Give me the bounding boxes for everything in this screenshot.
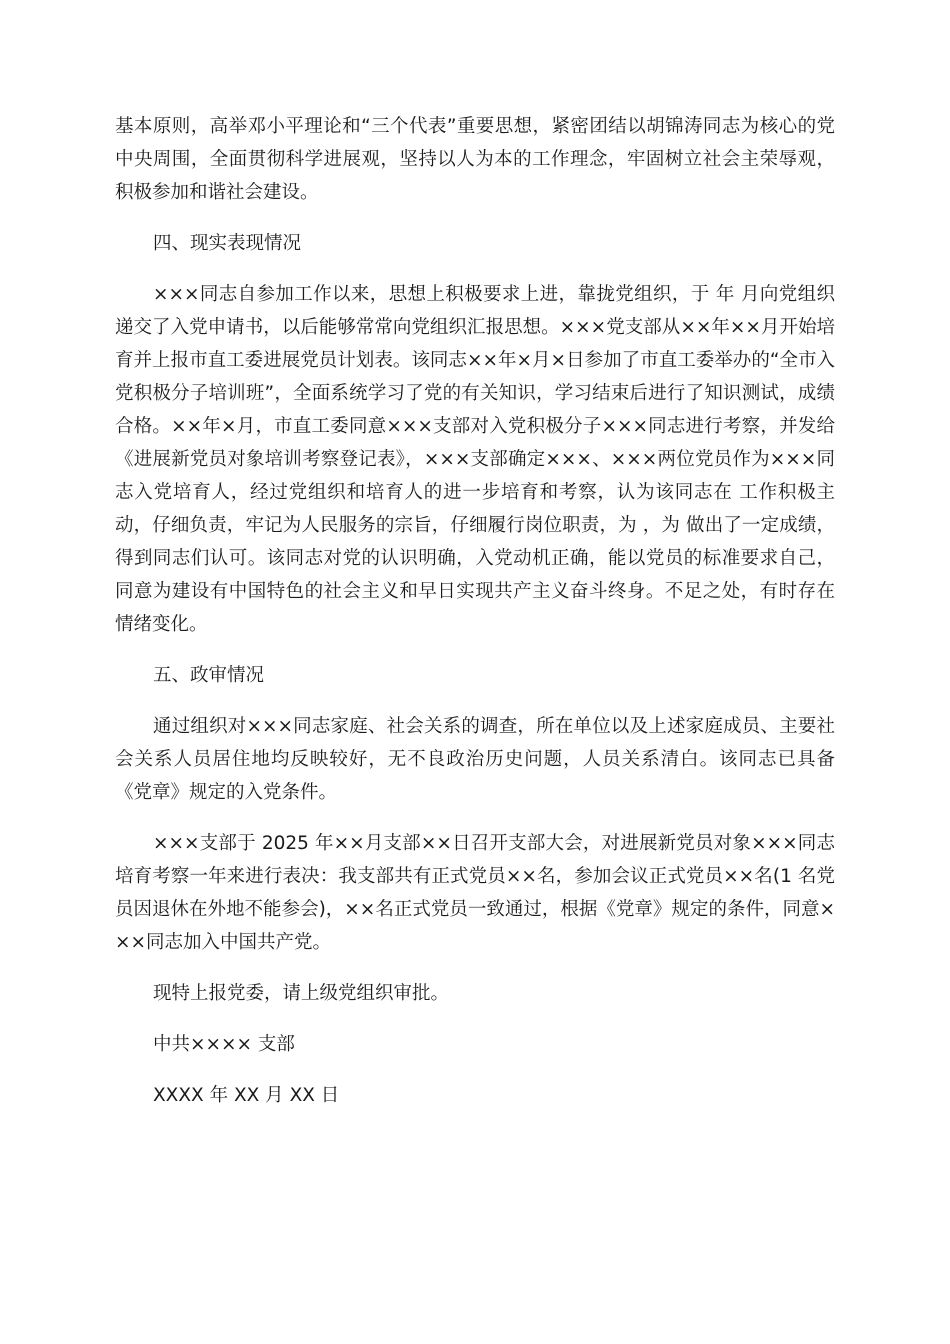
section-heading-political-review: 五、政审情况 — [153, 665, 265, 686]
paragraph-branch-meeting: ×××支部于 2025 年××月支部××日召开支部大会，对进展新党员对象×××同志培育考察一年来进行表决：我支部共有正式党员××名，参加会议正式党员××名(1 名党员因退休在外地不能参会)，××名正式党员一致通过，根据《党章》规定的条件，同意×××同志加入中国共产党。 — [115, 833, 835, 953]
signature-branch: 中共×××× 支部 — [153, 1034, 295, 1055]
signature-date: XXXX 年 XX 月 XX 日 — [153, 1085, 340, 1106]
paragraph-report-request: 现特上报党委，请上级党组织审批。 — [153, 983, 450, 1004]
section-heading-performance: 四、现实表现情况 — [153, 233, 302, 254]
paragraph-political-review: 通过组织对×××同志家庭、社会关系的调查，所在单位以及上述家庭成员、主要社会关系人员居住地均反映较好，无不良政治历史问题，人员关系清白。该同志已具备《党章》规定的入党条件。 — [115, 716, 835, 803]
paragraph-performance: ×××同志自参加工作以来，思想上积极要求上进，靠拢党组织，于 年 月向党组织递交了入党申请书，以后能够常常向党组织汇报思想。×××党支部从××年××月开始培育并上报市直工委进展党员计划表。该同志××年×月×日参加了市直工委举办的“全市入党积极分子培训班”，全面系统学习了党的有关知识，学习结束后进行了知识测试，成绩合格。××年×月，市直工委同意×××支部对入党积极分子×××同志进行考察，并发给《进展新党员对象培训考察登记表》，×××支部确定×××、×××两位党员作为×××同志入党培育人，经过党组织和培育人的进一步培育和考察，认为该同志在 工作积极主动，仔细负责，牢记为人民服务的宗旨，仔细履行岗位职责，为 ，为 做出了一定成绩，得到同志们认可。该同志对党的认识明确，入党动机正确，能以党员的标准要求自己，同意为建设有中国特色的社会主义和早日实现共产主义奋斗终身。不足之处，有时存在情绪变化。 — [115, 284, 835, 635]
paragraph-principles: 基本原则，高举邓小平理论和“三个代表”重要思想，紧密团结以胡锦涛同志为核心的党中央周围，全面贯彻科学进展观，坚持以人为本的工作理念，牢固树立社会主荣辱观，积极参加和谐社会建设。 — [115, 116, 835, 203]
document-page — [115, 110, 835, 1130]
